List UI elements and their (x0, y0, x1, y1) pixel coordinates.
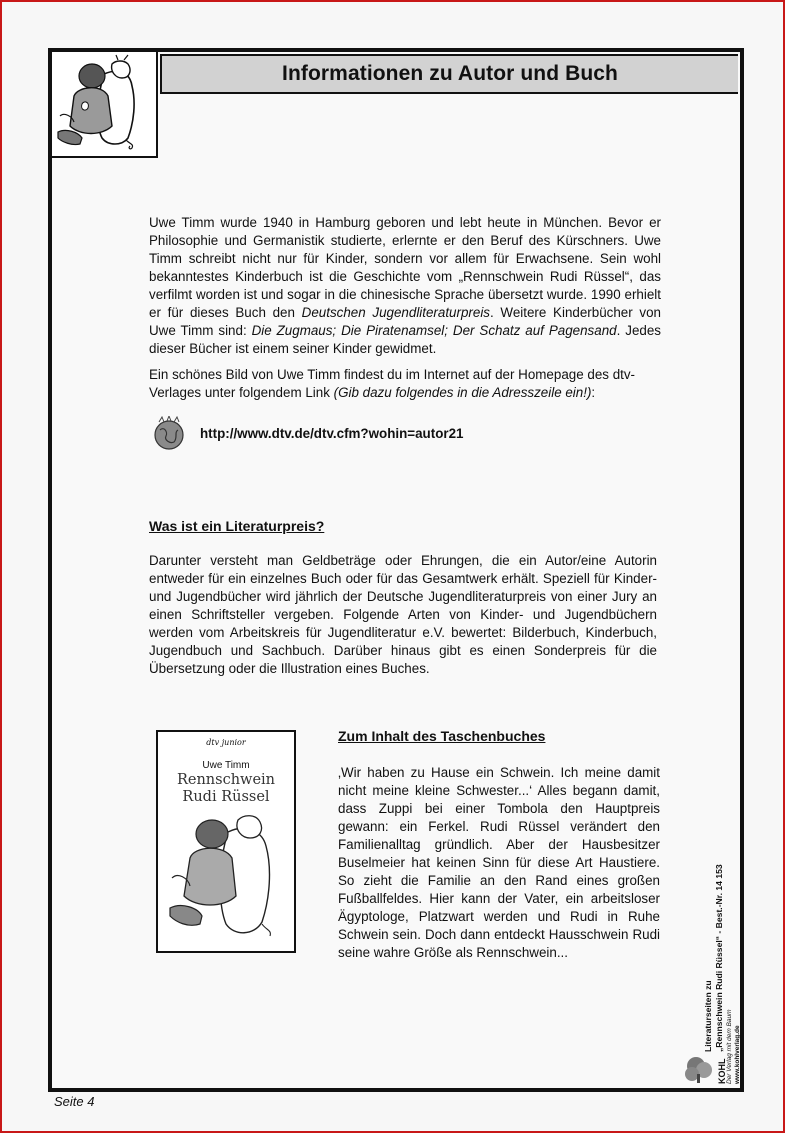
worksheet-frame (48, 48, 744, 1092)
book-content-paragraph: ‚Wir haben zu Hause ein Schwein. Ich meine damit nicht meine kleine Schwester...‘ Alles begann damit, dass Zuppi bei einer Tombola den Hauptpreis gewann: ein Ferkel. Rudi Rüssel verändert den Familienalltag gründlich. Aber der Hausbesitzer Buselmeier hat keinen Sinn für diese Art Haustiere. So zieht die Familie an den Rand eines großen Fußballfeldes. Hier kann der Vater, ein arbeitsloser Ägyptologe, Platzwart werden und Rudi in Ruhe Schwein sein. Doch dann entdeckt Hausschwein Rudi seine wahre Größe als Rennschwein... (338, 765, 660, 960)
prize-paragraph: Darunter versteht man Geldbeträge oder Ehrungen, die ein Autor/eine Autorin entweder für ein einzelnes Buch oder für das Gesamtwerk erhält. Speziell für Kinder- und Jugendbücher wird jährlich der Deutsche Jugendliteraturpreis von einer Jury an einen Schriftsteller vergeben. Folgende Arten von Kinder- und Jugendbüchern werden vom Arbeitskreis für Jugendliteratur e.V. bewertet: Bilderbuch, Kinderbuch, Jugendbuch und Sachbuch. Darüber hinaus gibt es einen Sonderpreis für die Übersetzung oder die Illustration eines Buches. (149, 553, 657, 676)
publisher-logo (684, 1009, 741, 1086)
homepage-link[interactable]: http://www.dtv.de/dtv.cfm?wohin=autor21 (200, 425, 464, 441)
book-content-heading: Zum Inhalt des Taschenbuches (338, 728, 546, 744)
link-row (152, 416, 463, 450)
cover-illustration-icon (164, 812, 288, 944)
sidebar-series-info: Literaturseiten zu „Rennschwein Rudi Rüssel“ - Best.-Nr. 14 153 (703, 864, 724, 1052)
globe-icon (152, 416, 186, 450)
tree-logo-icon (684, 1054, 714, 1084)
author-info-paragraph: Uwe Timm wurde 1940 in Hamburg geboren und lebt heute in München. Bevor er Philosophie und Germanistik studierte, erlernte er den Beruf des Kürschners. Uwe Timm schreibt nicht nur für Kinder, sondern vor allem für Erwachsene. Sein wohl bekanntestes Kinderbuch ist die Geschichte vom „Rennschwein Rudi Rüssel“, das verfilmt worden ist und sogar in die chinesische Sprache übersetzt wurde. 1990 erhielt er für dieses Buch den Deutschen Jugendliteraturpreis. Weitere Kinderbücher von Uwe Timm sind: Die Zugmaus; Die Piratenamsel; Der Schatz auf Pagensand. Jedes dieser Bücher ist einem seiner Kinder gewidmet. (149, 215, 661, 356)
title-bar (160, 54, 738, 94)
homepage-paragraph: Ein schönes Bild von Uwe Timm findest du im Internet auf der Homepage des dtv-Verlages unter folgendem Link (Gib dazu folgendes in die Adresszeile ein!): (149, 367, 636, 400)
book-cover (156, 730, 296, 953)
cover-author: Uwe Timm (202, 760, 250, 771)
cover-title: Rennschwein Rudi Rüssel (176, 772, 276, 805)
page-number: Seite 4 (54, 1094, 95, 1109)
prize-heading: Was ist ein Literaturpreis? (149, 518, 325, 534)
corner-illustration (52, 52, 158, 158)
cover-series: dtv junior (206, 738, 246, 747)
publisher-text: KOHL Der Verlag mit dem Baum www.kohlverlag.de (717, 1009, 741, 1084)
page-title: Informationen zu Autor und Buch (282, 62, 618, 85)
boy-and-pig-illustration-icon (52, 52, 152, 152)
